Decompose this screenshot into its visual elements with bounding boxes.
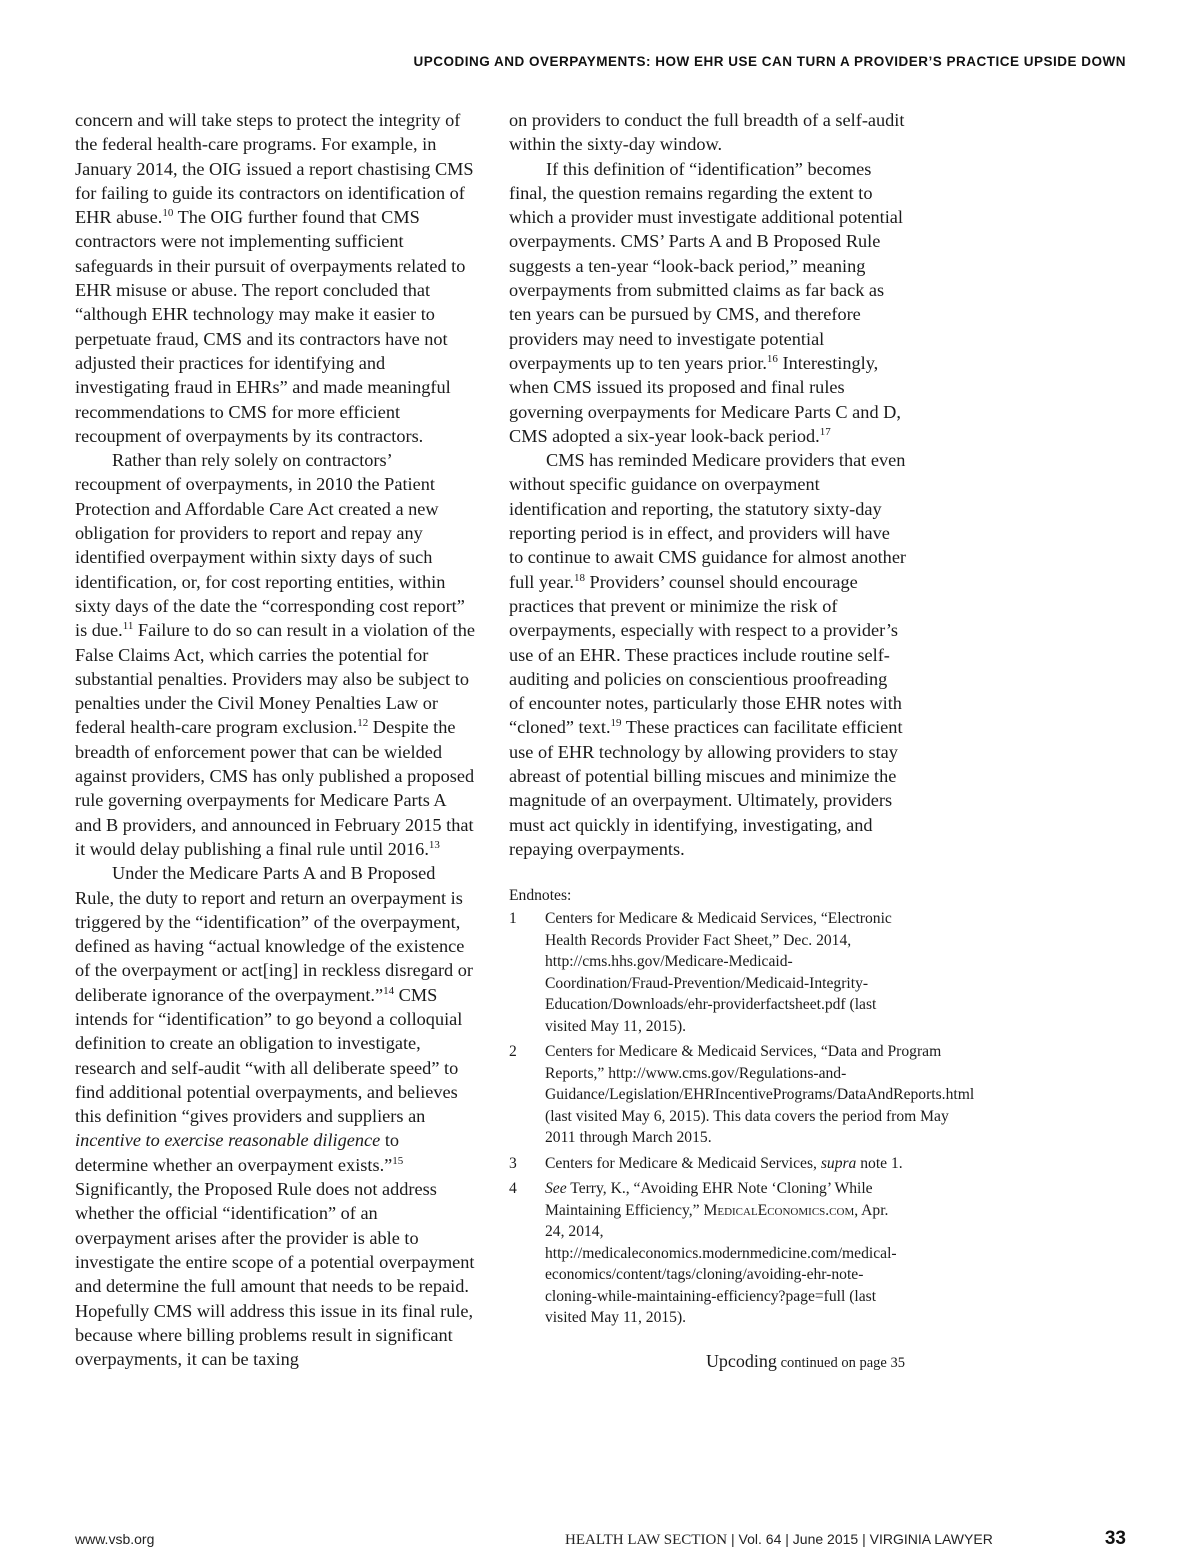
endnote-text: Centers for Medicare & Medicaid Services, “Data and Program Reports,” http://www.cms.gov/Regulations-and-Guidance/Legislation/EHRIncentivePrograms/DataAndReports.html (last visited May 6, 2015). This data covers the period from May 2011 through March 2015. [545,1043,975,1147]
endnote-ref: 16 [766,352,778,365]
endnote-ref: 13 [428,838,440,851]
small-caps-text: MedicalEconomics.com [703,1201,855,1219]
text: Providers’ counsel should encourage practices that prevent or minimize the risk of overpayments, especially with respect to a provider’s use of an EHR. These practices include routine self-auditing and policies on conscientious proofreading of encounter notes, particularly those EHR notes with “cloned” text. [509,571,902,738]
text: to determine whether an overpayment exists.” [75,1130,400,1175]
text: Centers for Medicare & Medicaid Services, [545,1154,821,1172]
paragraph [509,448,907,861]
text: concern and will take steps to protect the integrity of the federal health-care programs. For example, in January 2014, the OIG issued a report chastising CMS for failing to guide its contractors on identification of EHR abuse. [75,110,474,228]
endnote-ref: 19 [610,717,622,730]
text: These practices can facilitate efficient use of EHR technology by allowing providers to stay abreast of potential billing miscues and minimize the magnitude of an overpayment. Ultimately, providers must act quickly in identifying, investigating, and repaying overpayments. [509,717,903,859]
text: , Apr. 24, 2014, http://medicaleconomics.modernmedicine.com/medical-economics/content/tags/cloning/avoiding-ehr-note-cloning-while-maintaining-efficiency?page=full (last visited May 11, 2015). [545,1201,897,1327]
text: Failure to do so can result in a violation of the False Claims Act, which carries the potential for substantial penalties. Providers may also be subject to penalties under the Civil Money Penalties Law or federal health-care program exclusion. [75,620,476,738]
endnote-item [509,1041,975,1149]
endnote-ref: 17 [819,425,831,438]
endnote-item [509,1153,907,1175]
endnote-ref: 10 [162,207,174,220]
left-column [75,108,475,1371]
endnote-ref: 15 [392,1154,404,1167]
text: Rather than rely solely on contractors’ recoupment of overpayments, in 2010 the Patient Protection and Affordable Care Act created a new obligation for providers to report and repay any identified overpayment within sixty days of such identification, or, for cost reporting entities, within sixty days of the date the “corresponding cost report” is due. [75,450,465,641]
endnotes-heading: Endnotes: [509,887,572,905]
endnote-number: 3 [509,1154,517,1172]
text: Terry, K., “Avoiding EHR Note ‘Cloning’ While Maintaining Efficiency,” [545,1180,873,1219]
separator: | [781,1531,793,1547]
endnote-number: 1 [509,910,517,928]
right-column [509,108,975,1375]
continued-text: continued on page 35 [776,1354,905,1371]
italic-text: See [545,1180,567,1198]
endnote-text [545,1178,907,1329]
endnote-number: 4 [509,1180,517,1198]
italic-text: supra [820,1154,857,1172]
text: Under the Medicare Parts A and B Proposed Rule, the duty to report and return an overpayment is triggered by the “identification” of the overpayment, defined as having “actual knowledge of the existence of the overpayment or act[ing] in reckless disregard or deliberate ignorance of the overpayment.” [75,863,473,1005]
text: CMS intends for “identification” to go beyond a colloquial definition to create an obligation to investigate, research and self-audit “with all deliberate speed” to find additional potential overpayments, and believes this definition “gives providers and suppliers an [75,984,463,1127]
text: Interestingly, when CMS issued its proposed and final rules governing overpayments for Medicare Parts C and D, CMS adopted a six-year look-back period. [509,352,901,446]
continued-notice [509,1349,907,1375]
footer-volume: Vol. 64 [738,1531,782,1547]
paragraph [75,448,475,861]
italic-text: incentive to exercise reasonable diligence [75,1130,381,1151]
page-number: 33 [1104,1528,1126,1549]
text: The OIG further found that CMS contractors were not implementing sufficient safeguards in their pursuit of overpayments related to EHR misuse or abuse. The report concluded that “although EHR technology may make it easier to perpetuate fraud, CMS and its contractors have not adjusted their practices for identifying and investigating fraud in EHRs” and made meaningful recommendations to CMS for more efficient recoupment of overpayments by its contractors. [75,207,466,446]
running-title: UPCODING AND OVERPAYMENTS: HOW EHR USE CAN TURN A PROVIDER’S PRACTICE UPSIDE DOWN [413,54,1126,69]
text: CMS has reminded Medicare providers that even without specific guidance on overpayment identification and reporting, the statutory sixty-day reporting period is in effect, and providers will have to continue to await CMS guidance for almost another full year. [509,450,907,592]
endnote-item [509,1178,907,1329]
paragraph [75,861,475,1371]
paragraph: on providers to conduct the full breadth of a self-audit within the sixty-day window. [509,110,905,155]
endnotes-list [509,908,975,1329]
endnote-ref: 14 [383,984,395,997]
footer-date: June 2015 [792,1531,859,1547]
endnote-text [545,1153,907,1175]
paragraph [75,108,475,448]
endnote-ref: 11 [122,620,134,633]
continued-title: Upcoding [705,1350,777,1371]
footer-url: www.vsb.org [75,1531,155,1547]
footer-publication [565,1531,993,1549]
footer-section: HEALTH LAW SECTION [565,1532,728,1548]
endnote-item [509,908,907,1037]
text: Despite the breadth of enforcement power that can be wielded against providers, CMS has only published a proposed rule governing overpayments for Medicare Parts A and B providers, and announced in February 2015 that it would delay publishing a final rule until 2016. [75,717,475,859]
endnote-text: Centers for Medicare & Medicaid Services, “Electronic Health Records Provider Fact Sheet,” Dec. 2014, http://cms.hhs.gov/Medicare-Medicaid-Coordination/Fraud-Prevention/Medicaid-Integrity-Education/Downloads/ehr-providerfactsheet.pdf (last visited May 11, 2015). [545,910,892,1035]
paragraph [509,157,907,449]
endnote-ref: 18 [573,571,585,584]
separator: | [727,1531,739,1547]
text: If this definition of “identification” becomes final, the question remains regarding the extent to which a provider must investigate additional potential overpayments. CMS’ Parts A and B Proposed Rule suggests a ten-year “look-back period,” meaning overpayments from submitted claims as far back as ten years can be pursued by CMS, and therefore providers may need to investigate potential overpayments up to ten years prior. [509,158,903,373]
endnote-number: 2 [509,1043,517,1061]
footer-magazine: VIRGINIA LAWYER [869,1531,993,1547]
endnote-ref: 12 [357,717,369,730]
text: note 1. [856,1154,903,1172]
separator: | [858,1531,870,1547]
text: Significantly, the Proposed Rule does not address whether the official “identification” of an overpayment arises after the provider is able to investigate the entire scope of a potential overpayment and determine the full amount that needs to be repaid. Hopefully CMS will address this issue in its final rule, because where billing problems result in significant overpayments, it can be taxing [75,1179,475,1370]
